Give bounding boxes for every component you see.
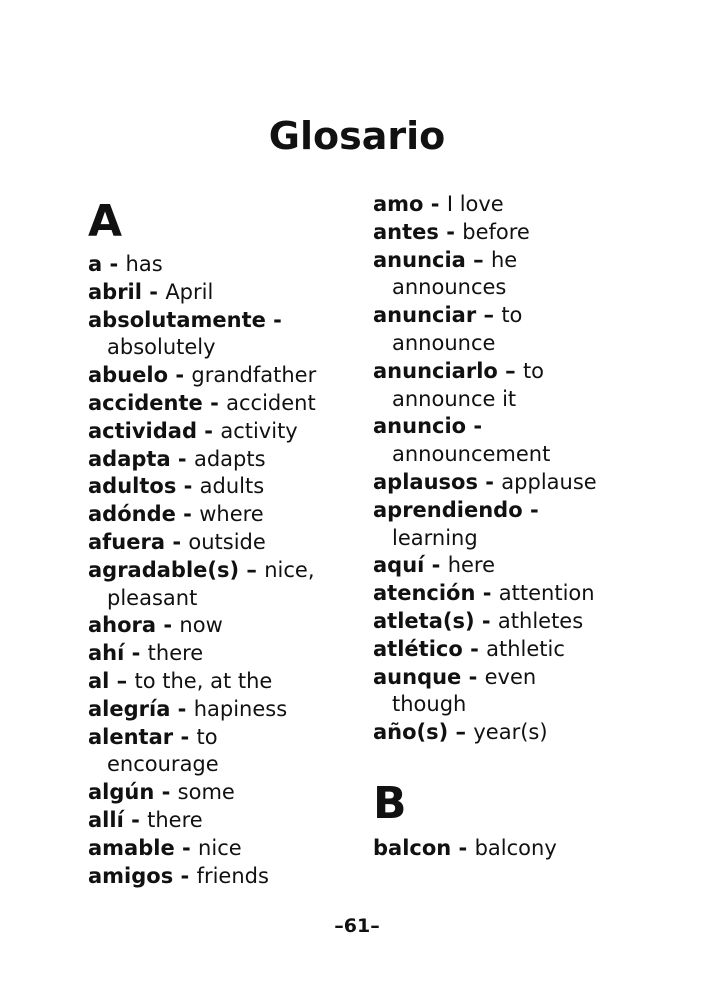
entry-separator: - [438,219,463,244]
entry-definition: to [196,724,218,749]
glossary-entry [88,446,316,474]
entry-list-b [373,835,557,863]
glossary-entry [88,473,316,501]
entry-definition: friends [196,863,269,888]
entry-line [88,863,316,891]
entry-definition: to the, at the [134,668,273,693]
entry-line [88,418,316,446]
entry-term: amigos [88,863,174,888]
entry-term: adónde [88,502,176,527]
entry-term: al [88,668,110,693]
entry-term: atleta(s) [373,608,475,633]
entry-separator: - [173,863,197,888]
entry-definition: to [522,358,545,383]
entry-definition-continued: learning [392,525,478,550]
glossary-entry [373,664,597,720]
entry-definition: has [125,252,163,276]
entry-line [373,835,557,863]
entry-term: antes [373,219,439,244]
entry-definition: I love [446,192,504,216]
entry-line [88,501,316,529]
entry-line [88,279,316,307]
glossary-entry [88,529,316,557]
entry-definition: April [165,279,214,304]
entry-separator: – [497,358,523,383]
entry-line [88,557,316,585]
glossary-entry [88,251,316,279]
entry-term: aquí [373,553,425,578]
entry-definition: to [501,303,523,328]
entry-definition-continued: announcement [392,442,551,467]
entry-term: ahí [88,641,125,666]
entry-separator: - [173,724,197,749]
entry-definition: where [199,502,264,527]
entry-term: aprendiendo [373,497,523,522]
glossary-entry [88,779,316,807]
entry-term: balcon [373,836,452,860]
entry-line [373,302,597,330]
glossary-entry [373,191,597,219]
entry-line [373,664,597,692]
page-title: Glosario [268,114,446,158]
glossary-entry [373,835,557,863]
entry-separator: - [424,553,448,578]
entry-term: anunciarlo [373,358,498,383]
entry-list-a-left [88,251,316,890]
glossary-entry [88,362,316,390]
page-number: –61– [334,915,380,937]
entry-line [88,390,316,418]
entry-separator: - [170,696,194,721]
entry-definition-continued: announce [392,330,496,355]
glossary-entry [373,580,597,608]
entry-term: actividad [88,418,197,443]
entry-definition: grandfather [191,363,317,388]
entry-line [373,247,597,275]
entry-term: accidente [88,390,203,415]
glossary-entry [88,640,316,668]
entry-line [88,835,316,863]
entry-separator: – [448,720,474,745]
glossary-entry [373,358,597,414]
entry-separator: - [477,469,502,494]
entry-term: alentar [88,724,174,749]
entry-term: a [88,252,103,276]
entry-line [373,219,597,247]
entry-line [373,608,597,636]
entry-definition: applause [501,469,597,494]
entry-separator: - [522,497,546,522]
entry-definition: nice [198,835,242,860]
entry-term: allí [88,807,124,832]
glossary-entry [88,557,316,613]
entry-definition: activity [220,418,298,443]
entry-definition: adults [199,474,265,499]
entry-separator: - [174,835,199,860]
entry-term: aplausos [373,469,478,494]
entry-definition: before [462,219,530,244]
entry-separator: - [202,390,227,415]
entry-definition-continued: announces [392,275,507,300]
entry-line [373,552,597,580]
entry-term: algún [88,780,155,805]
entry-separator: - [156,613,180,638]
entry-separator: - [175,502,200,527]
glossary-entry [373,719,597,747]
section-letter-a: A [88,196,123,247]
entry-line [88,640,316,668]
entry-definition: there [147,641,204,666]
entry-separator: - [475,581,499,606]
entry-term: año(s) [373,720,449,745]
entry-term: aunque [373,664,462,689]
entry-definition: now [179,613,223,638]
entry-separator: - [123,807,148,832]
entry-line [88,724,316,752]
glossary-entry [88,307,316,363]
entry-definition: attention [498,581,595,606]
entry-separator: - [265,307,290,332]
entry-term: afuera [88,529,166,554]
glossary-entry [88,612,316,640]
entry-line [88,668,316,696]
entry-definition: some [177,780,235,805]
entry-separator: - [466,414,490,439]
entry-term: anuncio [373,414,467,439]
entry-definition-continued: though [392,692,467,717]
entry-term: adapta [88,446,171,471]
entry-separator: - [462,636,487,661]
entry-line [88,807,316,835]
glossary-entry [88,279,316,307]
glossary-entry [88,390,316,418]
entry-separator: - [461,664,485,689]
entry-definition: there [147,807,203,832]
entry-line [373,636,597,664]
entry-separator: – [109,668,135,693]
glossary-entry [373,469,597,497]
glossary-entry [88,807,316,835]
entry-term: alegría [88,696,171,721]
entry-separator: - [423,192,447,216]
entry-term: atlético [373,636,463,661]
glossary-entry [373,247,597,303]
entry-term: atención [373,581,476,606]
entry-term: anunciar [373,303,477,328]
entry-line [88,251,316,279]
glossary-entry [373,497,597,553]
entry-definition-continued: absolutely [107,335,216,360]
entry-separator: - [170,446,194,471]
entry-term: adultos [88,474,177,499]
glossary-entry [88,724,316,780]
entry-separator: - [451,836,475,860]
entry-separator: – [239,557,265,582]
entry-separator: – [465,247,491,272]
entry-separator: - [474,608,498,633]
entry-term: abril [88,279,142,304]
entry-definition: year(s) [473,720,548,745]
entry-definition: outside [188,529,266,554]
entry-separator: - [102,252,126,276]
entry-separator: - [165,529,189,554]
entry-list-a-right [373,191,597,747]
entry-definition-continued: announce it [392,386,517,411]
entry-separator: - [141,279,166,304]
entry-line [373,358,597,386]
entry-term: absolutamente [88,307,266,332]
entry-line [373,469,597,497]
entry-term: anuncia [373,247,466,272]
glossary-entry [373,636,597,664]
entry-line [88,529,316,557]
glossary-entry [88,501,316,529]
entry-term: amo [373,192,424,216]
entry-separator: - [176,474,200,499]
entry-line [373,191,597,219]
entry-definition: accident [226,390,316,415]
entry-definition: here [447,553,496,578]
glossary-entry [373,413,597,469]
glossary-entry [373,302,597,358]
entry-definition: athletic [486,636,565,661]
entry-separator: - [168,363,192,388]
entry-term: agradable(s) [88,557,240,582]
entry-line [373,719,597,747]
entry-definition: even [484,664,537,689]
glossary-entry [88,418,316,446]
entry-term: ahora [88,613,157,638]
glossary-entry [88,668,316,696]
entry-separator: – [476,303,502,328]
glossary-entry [88,835,316,863]
entry-definition: athletes [497,608,584,633]
entry-definition: adapts [193,446,266,471]
entry-separator: - [124,641,148,666]
entry-line [88,473,316,501]
entry-line [88,307,316,335]
entry-definition: balcony [474,836,557,860]
glossary-entry [373,608,597,636]
entry-definition: hapiness [193,696,288,721]
entry-line [88,779,316,807]
entry-definition: nice, [264,557,315,582]
section-letter-b: B [373,778,407,829]
glossary-entry [373,219,597,247]
entry-term: abuelo [88,363,169,388]
glossary-entry [88,696,316,724]
entry-line [373,580,597,608]
entry-separator: - [196,418,221,443]
entry-line [373,497,597,525]
entry-line [373,413,597,441]
entry-term: amable [88,835,175,860]
entry-separator: - [154,780,178,805]
entry-line [88,612,316,640]
entry-definition-continued: encourage [107,752,219,777]
entry-line [88,446,316,474]
glossary-entry [373,552,597,580]
entry-definition: he [490,247,518,272]
entry-definition-continued: pleasant [107,585,198,610]
glossary-entry [88,863,316,891]
entry-line [88,362,316,390]
entry-line [88,696,316,724]
